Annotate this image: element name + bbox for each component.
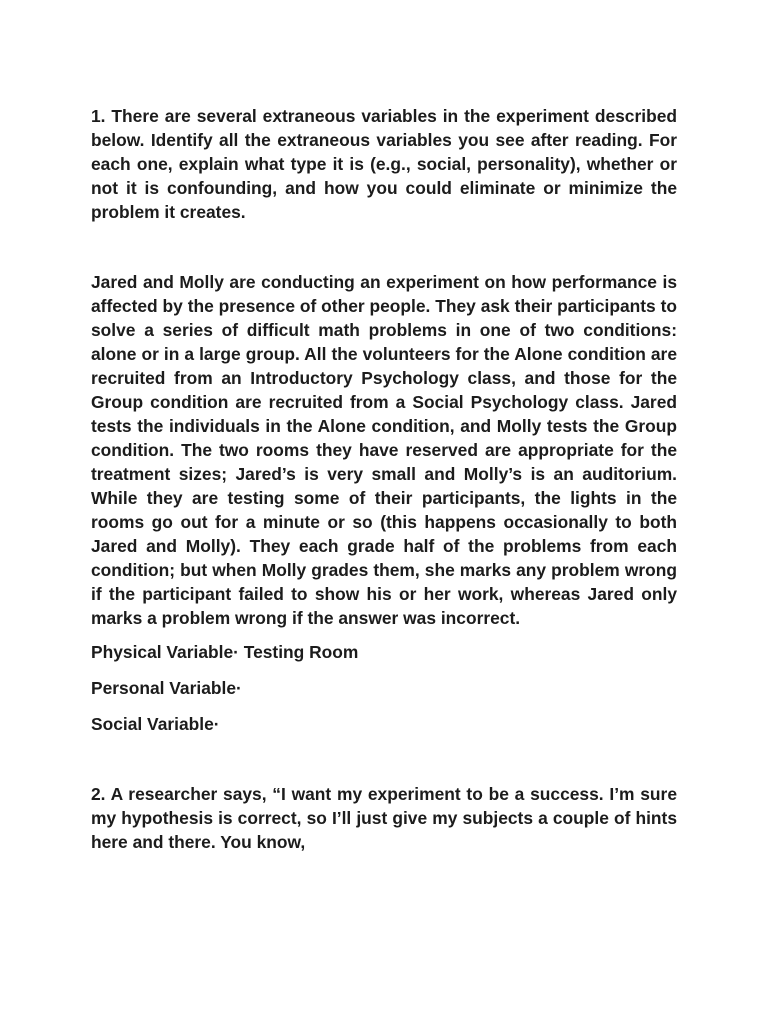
physical-variable-answer: Physical Variable· Testing Room bbox=[91, 642, 359, 662]
social-variable-answer: Social Variable· bbox=[91, 714, 220, 734]
document-body bbox=[91, 104, 677, 854]
experiment-scenario-text: Jared and Molly are conducting an experiment on how performance is affected by the presence of other people. They ask their participants to solve a series of difficult math problems in one of two conditions: alone or in a large group. All the volunteers for the Alone condition are recruited from an Introductory Psychology class, and those for the Group condition are recruited from a Social Psychology class. Jared tests the individuals in the Alone condition, and Molly tests the Group condition. The two rooms they have reserved are appropriate for the treatment sizes; Jared’s is very small and Molly’s is an auditorium. While they are testing some of their participants, the lights in the rooms go out for a minute or so (this happens occasionally to both Jared and Molly). They each grade half of the problems from each condition; but when Molly grades them, she marks any problem wrong if the participant failed to show his or her work, whereas Jared only marks a problem wrong if the answer was incorrect. bbox=[91, 272, 677, 628]
question-2-text: 2. A researcher says, “I want my experiment to be a success. I’m sure my hypothesis is correct, so I’ll just give my subjects a couple of hints here and there. You know, bbox=[91, 784, 677, 852]
question-1-text: 1. There are several extraneous variables in the experiment described below. Identify all the extraneous variables you see after reading. For each one, explain what type it is (e.g., social, personality), whether or not it is confounding, and how you could eliminate or minimize the problem it creates. bbox=[91, 106, 677, 222]
personal-variable-answer: Personal Variable· bbox=[91, 678, 242, 698]
